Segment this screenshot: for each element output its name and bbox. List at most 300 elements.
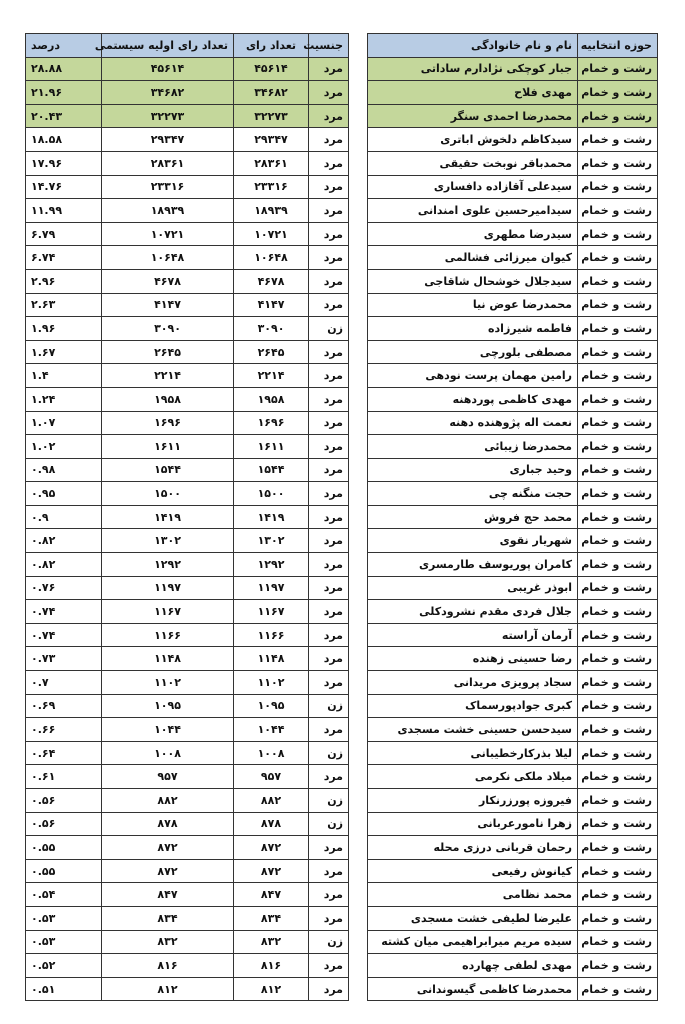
area-cell: رشت و خمام — [578, 81, 658, 105]
system-votes-cell: ۱۶۱۱ — [102, 435, 234, 459]
percent-cell: ۰.۷۴ — [26, 600, 102, 624]
system-votes-cell: ۲۲۱۴ — [102, 364, 234, 388]
votes-cell: ۱۱۶۷ — [234, 600, 309, 624]
system-votes-cell: ۸۳۴ — [102, 906, 234, 930]
gender-cell: مرد — [309, 57, 349, 81]
table-row — [26, 151, 349, 175]
area-cell: رشت و خمام — [578, 977, 658, 1001]
system-votes-cell: ۲۳۳۱۶ — [102, 175, 234, 199]
area-cell: رشت و خمام — [578, 671, 658, 695]
votes-cell: ۱۰۹۵ — [234, 694, 309, 718]
area-cell: رشت و خمام — [578, 458, 658, 482]
name-cell: سیدکاظم دلخوش اباتری — [368, 128, 578, 152]
gender-cell: مرد — [309, 836, 349, 860]
table-row — [26, 222, 349, 246]
gender-cell: مرد — [309, 340, 349, 364]
votes-cell: ۱۳۰۲ — [234, 529, 309, 553]
header-name: نام و نام خانوادگی — [368, 34, 578, 58]
area-cell: رشت و خمام — [578, 694, 658, 718]
table-row — [368, 600, 658, 624]
votes-cell: ۲۲۱۴ — [234, 364, 309, 388]
name-cell: نعمت اله پژوهنده دهنه — [368, 411, 578, 435]
system-votes-cell: ۱۲۹۲ — [102, 553, 234, 577]
name-cell: مهدی کاظمی پوردهنه — [368, 387, 578, 411]
system-votes-cell: ۱۰۰۸ — [102, 741, 234, 765]
table-row — [368, 718, 658, 742]
area-cell: رشت و خمام — [578, 812, 658, 836]
table-row — [368, 529, 658, 553]
header-percent: درصد — [26, 34, 102, 58]
area-cell: رشت و خمام — [578, 269, 658, 293]
name-cell: کیانوش رفیعی — [368, 859, 578, 883]
gender-cell: مرد — [309, 175, 349, 199]
percent-cell: ۰.۸۲ — [26, 553, 102, 577]
table-row — [26, 57, 349, 81]
percent-cell: ۱۱.۹۹ — [26, 199, 102, 223]
table-row — [368, 553, 658, 577]
system-votes-cell: ۱۰۹۵ — [102, 694, 234, 718]
table-row — [26, 930, 349, 954]
gender-cell: مرد — [309, 529, 349, 553]
name-cell: محمد حج فروش — [368, 505, 578, 529]
percent-cell: ۰.۵۴ — [26, 883, 102, 907]
system-votes-cell: ۸۷۲ — [102, 836, 234, 860]
gender-cell: مرد — [309, 387, 349, 411]
percent-cell: ۰.۷۳ — [26, 647, 102, 671]
gender-cell: مرد — [309, 199, 349, 223]
gender-cell: زن — [309, 741, 349, 765]
votes-cell: ۸۷۸ — [234, 812, 309, 836]
system-votes-cell: ۲۹۳۴۷ — [102, 128, 234, 152]
votes-cell: ۱۶۱۱ — [234, 435, 309, 459]
system-votes-cell: ۸۷۸ — [102, 812, 234, 836]
percent-cell: ۰.۷۴ — [26, 623, 102, 647]
system-votes-cell: ۱۶۹۶ — [102, 411, 234, 435]
name-cell: محمدرضا احمدی سنگر — [368, 104, 578, 128]
gender-cell: مرد — [309, 411, 349, 435]
percent-cell: ۱۴.۷۶ — [26, 175, 102, 199]
gender-cell: مرد — [309, 269, 349, 293]
gender-cell: زن — [309, 789, 349, 813]
area-cell: رشت و خمام — [578, 340, 658, 364]
name-cell: سجاد پرویزی مریدانی — [368, 671, 578, 695]
area-cell: رشت و خمام — [578, 128, 658, 152]
table-row — [26, 293, 349, 317]
table-row — [368, 623, 658, 647]
area-cell: رشت و خمام — [578, 954, 658, 978]
name-cell: مصطفی بلورچی — [368, 340, 578, 364]
table-row — [368, 576, 658, 600]
table-row — [26, 977, 349, 1001]
system-votes-cell: ۸۱۶ — [102, 954, 234, 978]
system-votes-cell: ۹۵۷ — [102, 765, 234, 789]
table-row — [26, 387, 349, 411]
header-row — [26, 34, 349, 58]
area-cell: رشت و خمام — [578, 435, 658, 459]
system-votes-cell: ۱۰۴۴ — [102, 718, 234, 742]
percent-cell: ۰.۶۶ — [26, 718, 102, 742]
system-votes-cell: ۸۳۲ — [102, 930, 234, 954]
gender-cell: مرد — [309, 128, 349, 152]
area-cell: رشت و خمام — [578, 387, 658, 411]
gender-cell: مرد — [309, 576, 349, 600]
table-row — [368, 647, 658, 671]
table-row — [368, 57, 658, 81]
percent-cell: ۰.۶۱ — [26, 765, 102, 789]
name-cell: کامران پوریوسف طارمسری — [368, 553, 578, 577]
area-cell: رشت و خمام — [578, 222, 658, 246]
gender-cell: زن — [309, 812, 349, 836]
area-cell: رشت و خمام — [578, 151, 658, 175]
percent-cell: ۲۰.۴۳ — [26, 104, 102, 128]
votes-cell: ۱۵۰۰ — [234, 482, 309, 506]
percent-cell: ۰.۵۵ — [26, 859, 102, 883]
area-cell: رشت و خمام — [578, 411, 658, 435]
table-row — [26, 364, 349, 388]
system-votes-cell: ۱۰۶۴۸ — [102, 246, 234, 270]
table-row — [26, 906, 349, 930]
gender-cell: مرد — [309, 623, 349, 647]
percent-cell: ۰.۵۶ — [26, 789, 102, 813]
area-cell: رشت و خمام — [578, 175, 658, 199]
gender-cell: مرد — [309, 647, 349, 671]
area-cell: رشت و خمام — [578, 789, 658, 813]
area-cell: رشت و خمام — [578, 482, 658, 506]
votes-cell: ۱۰۶۴۸ — [234, 246, 309, 270]
votes-cell: ۸۸۲ — [234, 789, 309, 813]
system-votes-cell: ۳۴۶۸۲ — [102, 81, 234, 105]
system-votes-cell: ۱۵۴۴ — [102, 458, 234, 482]
area-cell: رشت و خمام — [578, 741, 658, 765]
system-votes-cell: ۱۱۹۷ — [102, 576, 234, 600]
table-row — [26, 104, 349, 128]
table-row — [26, 269, 349, 293]
table-row — [26, 789, 349, 813]
area-cell: رشت و خمام — [578, 859, 658, 883]
table-row — [26, 836, 349, 860]
area-cell: رشت و خمام — [578, 293, 658, 317]
gender-cell: مرد — [309, 718, 349, 742]
name-cell: محمدرضا عوض نیا — [368, 293, 578, 317]
table-row — [368, 930, 658, 954]
header-area: حوزه انتخابیه — [578, 34, 658, 58]
table-row — [26, 576, 349, 600]
name-cell: سیدحسن حسینی خشت مسجدی — [368, 718, 578, 742]
gender-cell: مرد — [309, 458, 349, 482]
table-row — [368, 859, 658, 883]
table-row — [368, 317, 658, 341]
area-cell: رشت و خمام — [578, 836, 658, 860]
area-cell: رشت و خمام — [578, 505, 658, 529]
name-cell: سیده مریم میرابراهیمی میان کشته — [368, 930, 578, 954]
name-cell: رضا حسینی زهنده — [368, 647, 578, 671]
votes-cell: ۴۱۴۷ — [234, 293, 309, 317]
system-votes-cell: ۱۵۰۰ — [102, 482, 234, 506]
gender-cell: زن — [309, 317, 349, 341]
table-row — [368, 246, 658, 270]
table-row — [26, 81, 349, 105]
gender-cell: زن — [309, 694, 349, 718]
table-row — [26, 482, 349, 506]
table-row — [368, 81, 658, 105]
gender-cell: مرد — [309, 151, 349, 175]
system-votes-cell: ۳۰۹۰ — [102, 317, 234, 341]
votes-cell: ۱۶۹۶ — [234, 411, 309, 435]
name-cell: جبار کوچکی نژادارم ساداتی — [368, 57, 578, 81]
votes-cell: ۸۳۴ — [234, 906, 309, 930]
results-table-names — [367, 33, 658, 1001]
table-row — [26, 529, 349, 553]
percent-cell: ۰.۵۲ — [26, 954, 102, 978]
area-cell: رشت و خمام — [578, 529, 658, 553]
name-cell: مهدی فلاح — [368, 81, 578, 105]
system-votes-cell: ۱۰۷۲۱ — [102, 222, 234, 246]
table-row — [26, 128, 349, 152]
table-row — [368, 411, 658, 435]
percent-cell: ۱۸.۵۸ — [26, 128, 102, 152]
votes-cell: ۱۱۰۲ — [234, 671, 309, 695]
table-row — [26, 246, 349, 270]
votes-cell: ۱۰۰۸ — [234, 741, 309, 765]
name-cell: وحید جباری — [368, 458, 578, 482]
system-votes-cell: ۱۳۰۲ — [102, 529, 234, 553]
gender-cell: مرد — [309, 553, 349, 577]
votes-cell: ۱۱۹۷ — [234, 576, 309, 600]
area-cell: رشت و خمام — [578, 883, 658, 907]
gender-cell: مرد — [309, 293, 349, 317]
name-cell: سیدعلی آقازاده دافساری — [368, 175, 578, 199]
name-cell: جلال فردی مقدم نشرودکلی — [368, 600, 578, 624]
system-votes-cell: ۱۹۵۸ — [102, 387, 234, 411]
table-row — [368, 222, 658, 246]
name-cell: محمدباقر نوبخت حقیقی — [368, 151, 578, 175]
table-row — [368, 458, 658, 482]
results-table-numbers — [25, 33, 349, 1001]
votes-cell: ۱۸۹۳۹ — [234, 199, 309, 223]
system-votes-cell: ۳۲۲۷۳ — [102, 104, 234, 128]
gender-cell: مرد — [309, 435, 349, 459]
percent-cell: ۰.۵۵ — [26, 836, 102, 860]
area-cell: رشت و خمام — [578, 364, 658, 388]
name-cell: سیدامیرحسین علوی امندانی — [368, 199, 578, 223]
table-row — [368, 175, 658, 199]
table-row — [368, 954, 658, 978]
table-row — [26, 883, 349, 907]
table-row — [368, 694, 658, 718]
table-row — [368, 199, 658, 223]
name-cell: محمدرضا کاظمی گیسوندانی — [368, 977, 578, 1001]
votes-cell: ۱۰۷۲۱ — [234, 222, 309, 246]
gender-cell: مرد — [309, 671, 349, 695]
table-row — [368, 883, 658, 907]
table-row — [26, 954, 349, 978]
system-votes-cell: ۴۶۷۸ — [102, 269, 234, 293]
name-cell: رامین مهمان پرست نودهی — [368, 364, 578, 388]
name-cell: شهریار نقوی — [368, 529, 578, 553]
area-cell: رشت و خمام — [578, 906, 658, 930]
gender-cell: مرد — [309, 222, 349, 246]
table-row — [26, 623, 349, 647]
votes-cell: ۸۱۶ — [234, 954, 309, 978]
table-row — [26, 317, 349, 341]
votes-cell: ۱۱۶۶ — [234, 623, 309, 647]
votes-cell: ۱۵۴۴ — [234, 458, 309, 482]
percent-cell: ۱.۰۲ — [26, 435, 102, 459]
name-cell: علیرضا لطیفی خشت مسجدی — [368, 906, 578, 930]
area-cell: رشت و خمام — [578, 199, 658, 223]
table-row — [26, 600, 349, 624]
area-cell: رشت و خمام — [578, 718, 658, 742]
votes-cell: ۸۳۲ — [234, 930, 309, 954]
gender-cell: مرد — [309, 81, 349, 105]
system-votes-cell: ۲۸۳۶۱ — [102, 151, 234, 175]
votes-cell: ۸۴۷ — [234, 883, 309, 907]
header-system-votes: تعداد رای اولیه سیستمی — [102, 34, 234, 58]
percent-cell: ۰.۵۳ — [26, 930, 102, 954]
system-votes-cell: ۸۷۲ — [102, 859, 234, 883]
votes-cell: ۳۴۶۸۲ — [234, 81, 309, 105]
percent-cell: ۶.۷۹ — [26, 222, 102, 246]
votes-cell: ۲۳۳۱۶ — [234, 175, 309, 199]
gender-cell: مرد — [309, 505, 349, 529]
gender-cell: مرد — [309, 600, 349, 624]
table-row — [26, 812, 349, 836]
gender-cell: مرد — [309, 104, 349, 128]
table-row — [26, 340, 349, 364]
table-row — [26, 741, 349, 765]
gender-cell: مرد — [309, 364, 349, 388]
table-row — [26, 505, 349, 529]
percent-cell: ۰.۷۶ — [26, 576, 102, 600]
header-votes: تعداد رای — [234, 34, 309, 58]
votes-cell: ۳۲۲۷۳ — [234, 104, 309, 128]
votes-cell: ۲۶۴۵ — [234, 340, 309, 364]
system-votes-cell: ۱۱۰۲ — [102, 671, 234, 695]
percent-cell: ۱.۴ — [26, 364, 102, 388]
area-cell: رشت و خمام — [578, 317, 658, 341]
system-votes-cell: ۸۸۲ — [102, 789, 234, 813]
percent-cell: ۲.۹۶ — [26, 269, 102, 293]
name-cell: سیدجلال خوشحال شاقاجی — [368, 269, 578, 293]
name-cell: آرمان آراسته — [368, 623, 578, 647]
table-row — [368, 765, 658, 789]
percent-cell: ۰.۹۵ — [26, 482, 102, 506]
name-cell: مهدی لطفی چهارده — [368, 954, 578, 978]
votes-cell: ۸۱۲ — [234, 977, 309, 1001]
table-row — [368, 906, 658, 930]
table-row — [368, 789, 658, 813]
votes-cell: ۲۸۳۶۱ — [234, 151, 309, 175]
percent-cell: ۰.۹ — [26, 505, 102, 529]
system-votes-cell: ۲۶۴۵ — [102, 340, 234, 364]
table-row — [368, 364, 658, 388]
gender-cell: مرد — [309, 906, 349, 930]
percent-cell: ۲۱.۹۶ — [26, 81, 102, 105]
system-votes-cell: ۴۱۴۷ — [102, 293, 234, 317]
percent-cell: ۰.۸۲ — [26, 529, 102, 553]
gender-cell: مرد — [309, 765, 349, 789]
table-row — [26, 647, 349, 671]
name-cell: حجت منگنه چی — [368, 482, 578, 506]
system-votes-cell: ۸۴۷ — [102, 883, 234, 907]
percent-cell: ۱۷.۹۶ — [26, 151, 102, 175]
votes-cell: ۸۷۲ — [234, 859, 309, 883]
table-row — [368, 741, 658, 765]
name-cell: رحمان قربانی درزی محله — [368, 836, 578, 860]
percent-cell: ۰.۶۹ — [26, 694, 102, 718]
name-cell: فیروزه پورزرنکار — [368, 789, 578, 813]
percent-cell: ۲.۶۳ — [26, 293, 102, 317]
table-row — [368, 505, 658, 529]
percent-cell: ۰.۹۸ — [26, 458, 102, 482]
percent-cell: ۰.۵۶ — [26, 812, 102, 836]
table-row — [368, 151, 658, 175]
votes-cell: ۱۰۴۴ — [234, 718, 309, 742]
votes-cell: ۹۵۷ — [234, 765, 309, 789]
name-cell: فاطمه شیرزاده — [368, 317, 578, 341]
gender-cell: مرد — [309, 954, 349, 978]
percent-cell: ۱.۲۴ — [26, 387, 102, 411]
area-cell: رشت و خمام — [578, 623, 658, 647]
votes-cell: ۱۹۵۸ — [234, 387, 309, 411]
percent-cell: ۰.۶۴ — [26, 741, 102, 765]
area-cell: رشت و خمام — [578, 930, 658, 954]
percent-cell: ۰.۵۳ — [26, 906, 102, 930]
gender-cell: مرد — [309, 883, 349, 907]
votes-cell: ۱۴۱۹ — [234, 505, 309, 529]
system-votes-cell: ۱۱۶۶ — [102, 623, 234, 647]
votes-cell: ۱۱۴۸ — [234, 647, 309, 671]
system-votes-cell: ۱۱۴۸ — [102, 647, 234, 671]
area-cell: رشت و خمام — [578, 647, 658, 671]
table-row — [368, 671, 658, 695]
system-votes-cell: ۴۵۶۱۴ — [102, 57, 234, 81]
gender-cell: مرد — [309, 246, 349, 270]
area-cell: رشت و خمام — [578, 57, 658, 81]
table-row — [26, 411, 349, 435]
table-row — [26, 765, 349, 789]
table-row — [26, 199, 349, 223]
table-row — [368, 387, 658, 411]
table-row — [26, 175, 349, 199]
table-row — [368, 482, 658, 506]
votes-cell: ۱۲۹۲ — [234, 553, 309, 577]
name-cell: محمد نظامی — [368, 883, 578, 907]
table-row — [368, 104, 658, 128]
percent-cell: ۶.۷۴ — [26, 246, 102, 270]
votes-cell: ۲۹۳۴۷ — [234, 128, 309, 152]
table-row — [26, 458, 349, 482]
table-row — [368, 340, 658, 364]
table-row — [368, 128, 658, 152]
name-cell: محمدرضا زیبائی — [368, 435, 578, 459]
system-votes-cell: ۸۱۲ — [102, 977, 234, 1001]
system-votes-cell: ۱۱۶۷ — [102, 600, 234, 624]
percent-cell: ۱.۶۷ — [26, 340, 102, 364]
table-row — [26, 435, 349, 459]
table-row — [368, 269, 658, 293]
area-cell: رشت و خمام — [578, 576, 658, 600]
table-row — [368, 812, 658, 836]
system-votes-cell: ۱۴۱۹ — [102, 505, 234, 529]
header-gender: جنسیت — [309, 34, 349, 58]
table-row — [26, 859, 349, 883]
area-cell: رشت و خمام — [578, 600, 658, 624]
percent-cell: ۱.۹۶ — [26, 317, 102, 341]
table-row — [368, 836, 658, 860]
area-cell: رشت و خمام — [578, 246, 658, 270]
votes-cell: ۳۰۹۰ — [234, 317, 309, 341]
